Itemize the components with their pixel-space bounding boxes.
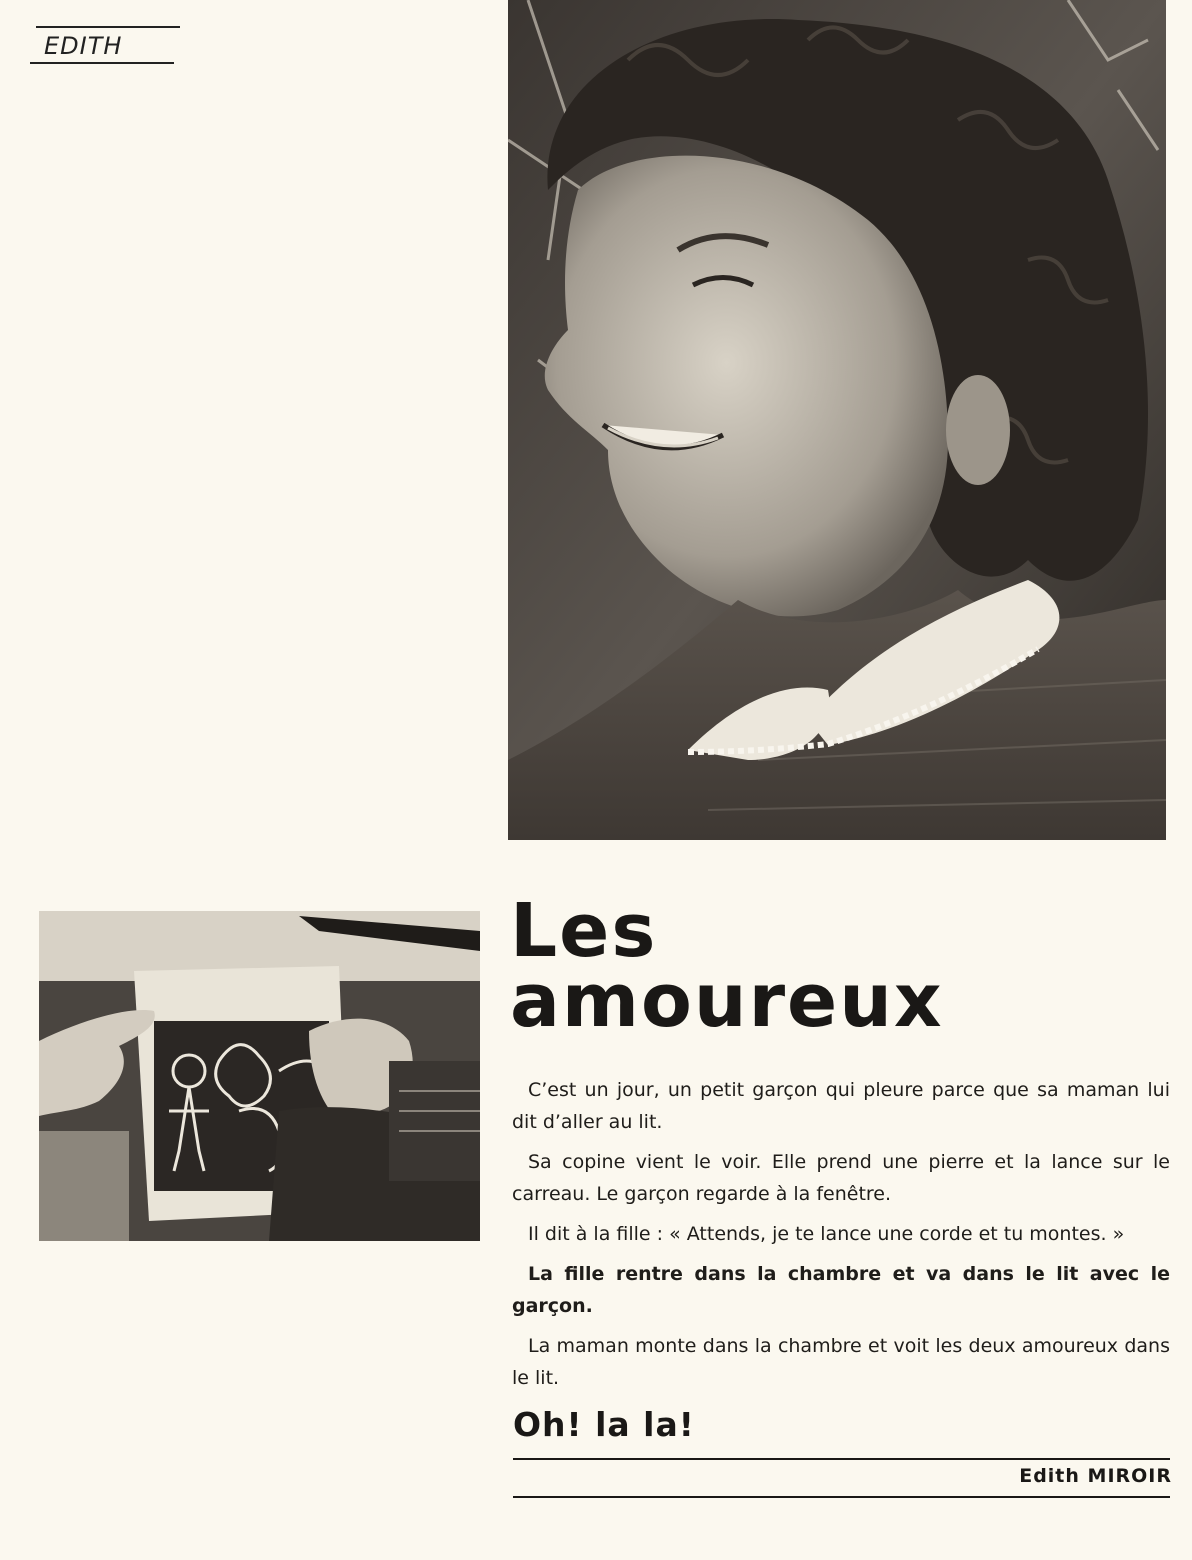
story-paragraph: La maman monte dans la chambre et voit les deux amoureux dans le lit. — [512, 1335, 1170, 1389]
title-line-2: amoureux — [510, 958, 944, 1044]
portrait-photo — [508, 0, 1166, 840]
story-paragraph: C’est un jour, un petit garçon qui pleure parce que sa maman lui dit d’aller au lit. — [512, 1079, 1170, 1133]
story-paragraph-bold: La fille rentre dans la chambre et va dans le lit avec le garçon. — [512, 1263, 1170, 1317]
author-signature: Edith MIROIR — [1019, 1465, 1172, 1487]
story-paragraph: Sa copine vient le voir. Elle prend une pierre et la lance sur le carreau. Le garçon regarde à la fenêtre. — [512, 1151, 1170, 1205]
drawing-photo — [39, 911, 480, 1241]
article-title — [510, 888, 1150, 1044]
story-text — [512, 1074, 1170, 1402]
divider-top — [513, 1458, 1170, 1460]
section-tag-label: EDITH — [44, 32, 123, 60]
divider-bottom — [513, 1496, 1170, 1498]
title-line-1: Les — [510, 888, 658, 974]
tag-rule-top — [36, 26, 180, 28]
story-paragraph: Il dit à la fille : « Attends, je te lance une corde et tu montes. » — [528, 1223, 1125, 1245]
tag-rule-bottom — [30, 62, 174, 64]
closing-exclamation: Oh! la la! — [513, 1405, 695, 1444]
section-tag — [30, 26, 180, 64]
